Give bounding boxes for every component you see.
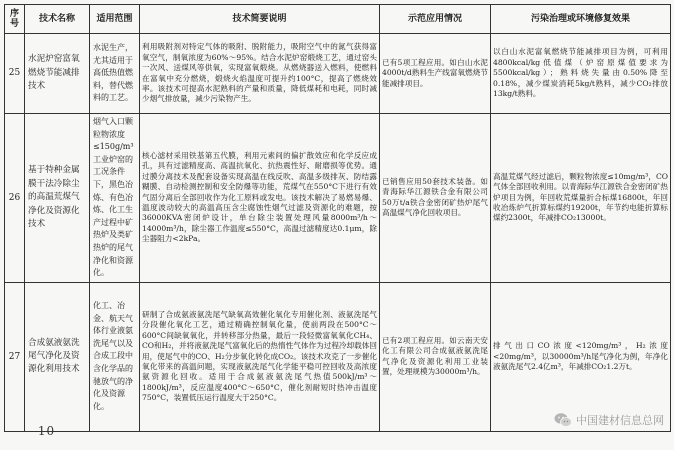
technology-table (4, 4, 671, 432)
table-row (5, 114, 671, 283)
row-number: 26 (5, 114, 25, 283)
header-no: 序号 (5, 5, 25, 34)
page-number: — 10 — (20, 424, 73, 438)
row-number: 27 (5, 282, 25, 431)
scope-cell: 烟气入口颗粒物浓度≤150g/m³工业炉窑的工况条件下，黑色冶炼、有色冶炼、化工生产过程中矿热炉及类矿热炉的尾气净化和资源化。 (90, 114, 140, 283)
table-header-row (5, 5, 671, 34)
effect-cell: 排气出口CO浓度<120mg/m³，H₂浓度<20mg/m³，以30000m³/h尾气净化为例，年净化液氨洗尾气2.4亿m³，年减排CO₂1.2万t。 (491, 282, 671, 431)
table-row (5, 282, 671, 431)
effect-cell: 高温荒煤气经过滤后，颗粒物浓度≤10mg/m³，CO气体全部回收利用。以青海际华江源铁合金密闭矿热炉项目为例，年回收荒煤量折合标煤16800t，年回收冶炼炉气折算标煤约19200t，年节约电能折算标煤约2300t，年减排CO₂13000t。 (491, 114, 671, 283)
header-name: 技术名称 (25, 5, 90, 34)
wechat-icon (554, 412, 572, 428)
watermark (554, 412, 664, 428)
header-demo: 示范应用情况 (380, 5, 491, 34)
effect-cell: 以白山水泥富氧燃烧节能减排项目为例，可利用4800kcal/kg低值煤（炉窑原煤值要求为5500kcal/kg）；熟料烧失量由0.50%降至0.18%，减少煤炭消耗5kg/t熟料，减少CO₂排放13kg/t熟料。 (491, 34, 671, 114)
scope-cell: 水泥生产，尤其适用于高低热值燃料，替代燃料的工艺。 (90, 34, 140, 114)
watermark-text: 中国建材信息总网 (576, 414, 664, 427)
table-row (5, 34, 671, 114)
demo-cell: 已有5项工程应用。如白山水泥4000t/d熟料生产线富氧燃烧节能减排项目。 (380, 34, 491, 114)
tech-name: 合成氨液氨洗尾气净化及资源化利用技术 (25, 282, 90, 431)
tech-name: 水泥炉窑富氧燃烧节能减排技术 (25, 34, 90, 114)
row-number: 25 (5, 34, 25, 114)
intro-cell: 研制了合成氨液氨洗尾气缺氧高效催化氧化专用催化剂、液氨洗尾气分段催化氧化工艺，通过精确控制氧化量，使前两段在500°C～600°C间缺氧氧化，并转移部分热量，最后一段轻微富氧氧化CH₄、CO和H₂，并将液氨洗尾气富氧化后的热惰性气体作为过程冷却载体回用，使尾气中的CO、H₂分步氧化转化成CO₂。该技术攻克了一步催化氧化带来的高温问题，实现液氨洗尾气化学能平稳可控回收及高浓度氨资源化回收。适用于合成氨液氨洗尾气热值500kJ/m³～1800kJ/m³，反应温度400°C～650°C，催化剂耐短时热冲击温度750°C，装置低压运行温度大于250°C。 (140, 282, 380, 431)
header-effect: 污染治理或环境修复效果 (491, 5, 671, 34)
demo-cell: 已销售应用50套技术装备。如青海际华江源铁合金有限公司50万t/a铁合金密闭矿热炉尾气高温煤气净化回收项目。 (380, 114, 491, 283)
intro-cell: 核心滤材采用铁基第五代膜，利用元素间的偏扩散效应和化学反应成孔，具有过滤精度高、高温抗氧化、抗热震性好、耐磨损等优势。通过膜分离技术及配套设备实现高温在线反吹、高温多级排灰、防结露糊膜、自动检测控制和安全防爆等功能，荒煤气在550°C下进行有效气固分离后全部回收作为化工原料或发电。该技术解决了易燃易爆、温度波动较大的高温高压含尘腐蚀性烟气过滤及资源化的难题，按36000KVA密闭炉设计，单台除尘装置处理风量8000m³/h～14000m³/h，除尘器工作温度≤550°C，高温过滤精度达0.1μm，除尘器阻力<2kPa。 (140, 114, 380, 283)
tech-name: 基于特种金属膜干法冷除尘的高温荒煤气净化及资源化技术 (25, 114, 90, 283)
intro-cell: 利用吸附剂对特定气体的吸附、脱附能力，吸附空气中的氮气获得富氧空气，制氧浓度为60%～95%。结合水泥炉窑煅烧工艺，通过窑头一次风、送煤风等供氧，实现富氧煅烧。从燃烧器送入燃料，使燃料在富氧中充分燃烧，煅烧火焰温度可提升约100°C，提高了燃烧效率。该技术可提高水泥熟料的产量和质量，降低煤耗和电耗，同时减少烟气排放量，减少污染物产生。 (140, 34, 380, 114)
header-intro: 技术简要说明 (140, 5, 380, 34)
demo-cell: 已有2项工程应用。如云南天安化工有限公司合成氨液氨洗尾气净化及资源化利用工业装置，处理规模为30000m³/h。 (380, 282, 491, 431)
scope-cell: 化工、冶金、航天气体行业液氨洗尾气以及合成工段中含化学品的驰放气的净化及资源化。 (90, 282, 140, 431)
header-scope: 适用范围 (90, 5, 140, 34)
